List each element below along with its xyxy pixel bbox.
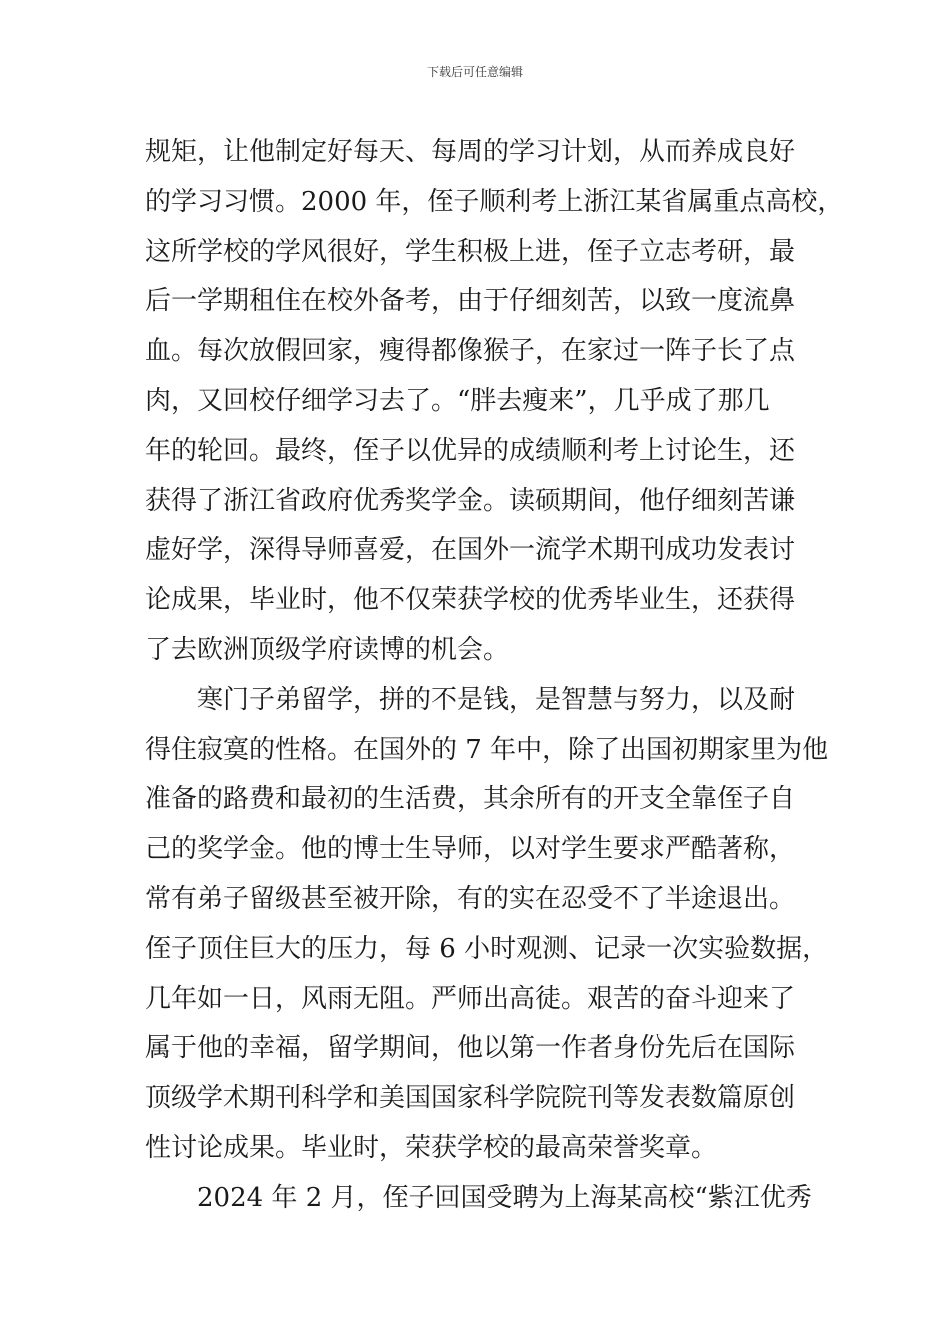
text-line: 了去欧洲顶级学府读博的机会。 xyxy=(145,634,510,665)
text-line: 虚好学，深得导师喜爱，在国外一流学术期刊成功发表讨 xyxy=(145,535,796,566)
text-line: 得住寂寞的性格。在国外的 7 年中，除了出国初期家里为他 xyxy=(145,734,829,765)
text-line: 己的奖学金。他的博士生导师，以对学生要求严酷著称， xyxy=(145,834,796,865)
text-line: 规矩，让他制定好每天、每周的学习计划，从而养成良好 xyxy=(145,137,796,167)
text-line: 侄子顶住巨大的压力，每 6 小时观测、记录一次实验数据， xyxy=(145,933,829,964)
text-line: 年的轮回。最终，侄子以优异的成绩顺利考上讨论生，还 xyxy=(145,435,796,466)
text-line: 后一学期租住在校外备考，由于仔细刻苦，以致一度流鼻 xyxy=(145,286,796,317)
text-line: 准备的路费和最初的生活费，其余所有的开支全靠侄子自 xyxy=(145,784,796,815)
text-line: 肉，又回校仔细学习去了。“胖去瘦来”，几乎成了那几 xyxy=(145,385,770,416)
paragraph-start-line: 2024 年 2 月，侄子回国受聘为上海某高校“紫江优秀 xyxy=(197,1182,812,1213)
text-line: 血。每次放假回家，瘦得都像猴子，在家过一阵子长了点 xyxy=(145,336,796,367)
text-line: 性讨论成果。毕业时，荣获学校的最高荣誉奖章。 xyxy=(145,1132,718,1163)
text-line: 论成果，毕业时，他不仅荣获学校的优秀毕业生，还获得 xyxy=(145,585,796,616)
text-line: 获得了浙江省政府优秀奖学金。读硕期间，他仔细刻苦谦 xyxy=(145,485,796,516)
text-line: 这所学校的学风很好，学生积极上进，侄子立志考研，最 xyxy=(145,236,796,267)
page-header: 下载后可任意编辑 xyxy=(426,65,523,79)
text-line: 的学习习惯。2000 年，侄子顺利考上浙江某省属重点高校， xyxy=(145,186,844,217)
text-line: 顶级学术期刊科学和美国国家科学院院刊等发表数篇原创 xyxy=(145,1083,796,1114)
text-line: 常有弟子留级甚至被开除，有的实在忍受不了半途退出。 xyxy=(145,883,796,914)
text-line: 几年如一日，风雨无阻。严师出高徒。艰苦的奋斗迎来了 xyxy=(145,983,796,1014)
text-line: 属于他的幸福，留学期间，他以第一作者身份先后在国际 xyxy=(145,1033,796,1064)
document-body xyxy=(145,128,844,1224)
paragraph-start-line: 寒门子弟留学，拼的不是钱，是智慧与努力，以及耐 xyxy=(197,684,796,715)
